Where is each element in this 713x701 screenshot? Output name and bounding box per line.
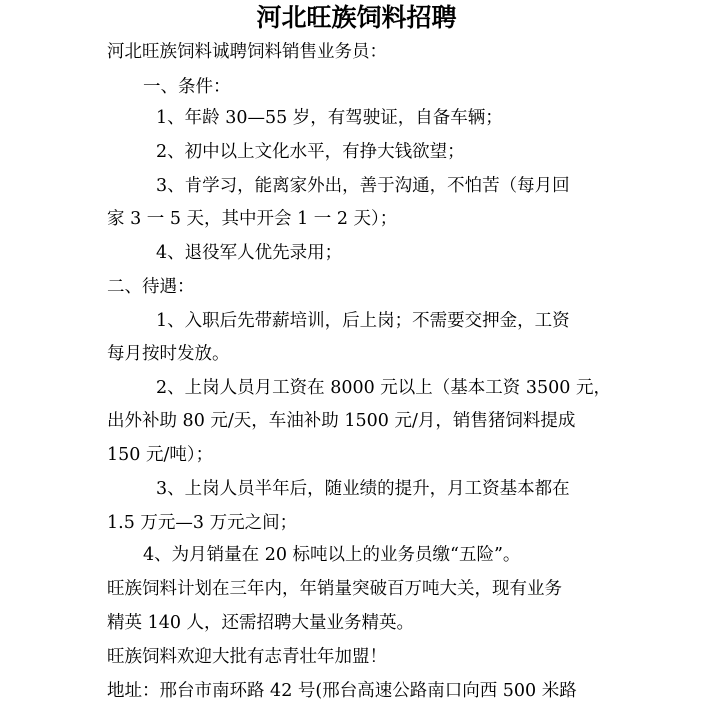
condition-item-4: 4、退役军人优先录用； bbox=[156, 243, 343, 263]
benefits-heading: 二、待遇： bbox=[107, 277, 195, 297]
benefit-item-3-line-1: 3、上岗人员半年后，随业绩的提升，月工资基本都在 bbox=[156, 479, 570, 499]
intro-text: 河北旺族饲料诚聘饲料销售业务员： bbox=[107, 42, 387, 62]
condition-item-3-line-2: 家 3 一 5 天，其中开会 1 一 2 天）； bbox=[107, 209, 398, 229]
benefit-item-2-line-1: 2、上岗人员月工资在 8000 元以上（基本工资 3500 元， bbox=[156, 378, 611, 398]
plan-text-line-1: 旺族饲料计划在三年内，年销量突破百万吨大关，现有业务 bbox=[107, 579, 562, 599]
condition-item-1: 1、年龄 30—55 岁，有驾驶证，自备车辆； bbox=[156, 108, 503, 128]
welcome-text: 旺族饲料欢迎大批有志青壮年加盟！ bbox=[107, 647, 387, 667]
condition-item-2: 2、初中以上文化水平，有挣大钱欲望； bbox=[156, 142, 465, 162]
benefit-item-2-line-2: 出外补助 80 元/天，车油补助 1500 元/月，销售猪饲料提成 bbox=[107, 411, 576, 431]
benefit-item-1-line-2: 每月按时发放。 bbox=[107, 344, 230, 364]
address-text: 地址：邢台市南环路 42 号(邢台高速公路南口向西 500 米路 bbox=[107, 681, 577, 701]
benefit-item-3-line-2: 1.5 万元—3 万元之间； bbox=[107, 513, 298, 533]
benefit-item-1-line-1: 1、入职后先带薪培训，后上岗；不需要交押金，工资 bbox=[156, 311, 570, 331]
benefit-item-2-line-3: 150 元/吨）； bbox=[107, 445, 214, 465]
condition-item-3-line-1: 3、肯学习，能离家外出，善于沟通，不怕苦（每月回 bbox=[156, 176, 570, 196]
benefit-item-4: 4、为月销量在 20 标吨以上的业务员缴“五险”。 bbox=[143, 545, 521, 565]
conditions-heading: 一、条件： bbox=[143, 77, 231, 97]
document-title: 河北旺族饲料招聘 bbox=[256, 3, 457, 32]
plan-text-line-2: 精英 140 人，还需招聘大量业务精英。 bbox=[107, 613, 415, 633]
